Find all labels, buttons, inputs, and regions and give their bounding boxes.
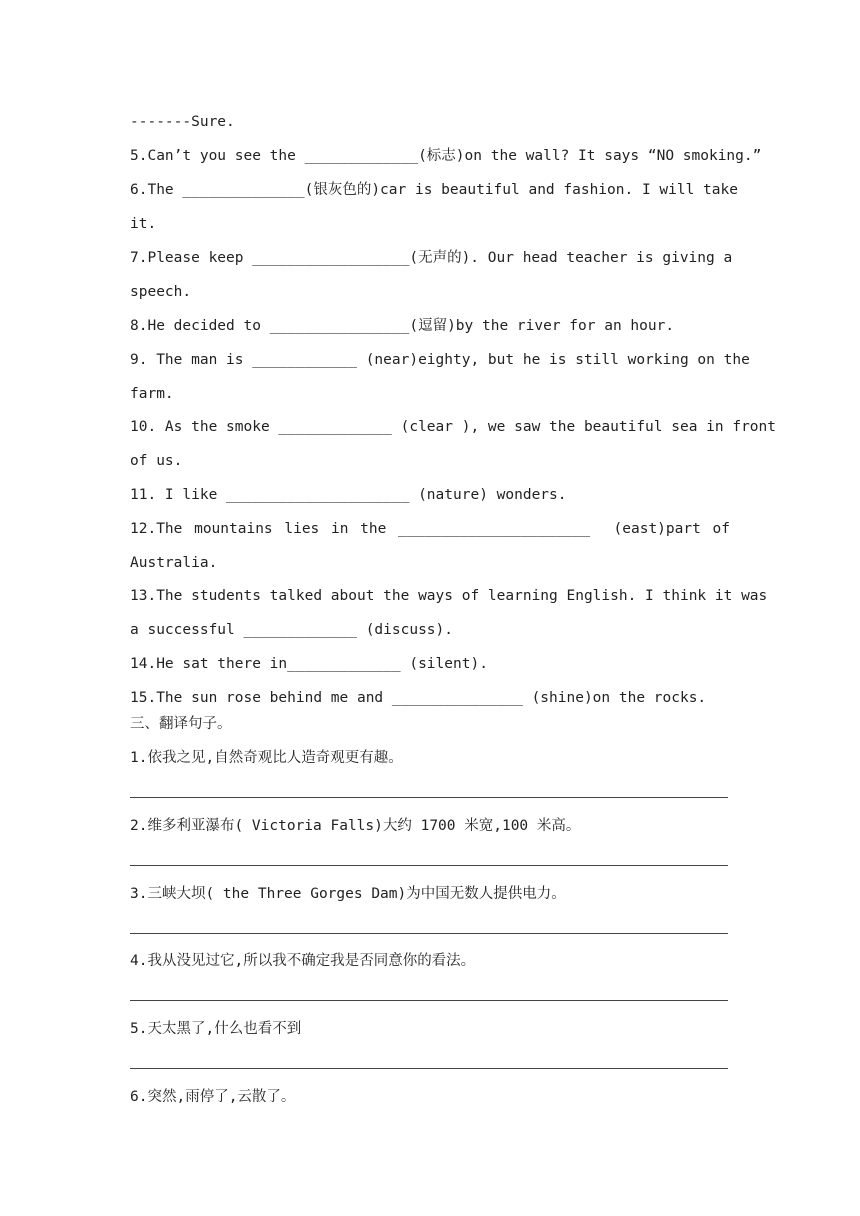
answer-line-3[interactable] bbox=[130, 933, 728, 934]
question-12-line-2: Australia. bbox=[130, 555, 218, 571]
question-10-line-2: of us. bbox=[130, 453, 183, 469]
translation-item-5: 5.天太黑了,什么也看不到 bbox=[130, 1021, 302, 1037]
translation-item-6: 6.突然,雨停了,云散了。 bbox=[130, 1089, 296, 1105]
answer-line-sure: -------Sure. bbox=[130, 114, 235, 130]
answer-line-5[interactable] bbox=[130, 1068, 728, 1069]
translation-item-2: 2.维多利亚瀑布( Victoria Falls)大约 1700 米宽,100 米高。 bbox=[130, 818, 581, 834]
answer-line-2[interactable] bbox=[130, 865, 728, 866]
translation-item-4: 4.我从没见过它,所以我不确定我是否同意你的看法。 bbox=[130, 953, 476, 969]
question-8: 8.He decided to ________________(逗留)by the river for an hour. bbox=[130, 318, 675, 334]
answer-line-4[interactable] bbox=[130, 1000, 728, 1001]
answer-line-1[interactable] bbox=[130, 797, 728, 798]
question-7-line-1: 7.Please keep __________________(无声的). Our head teacher is giving a bbox=[130, 250, 733, 266]
question-11: 11. I like _____________________ (nature) wonders. bbox=[130, 487, 567, 503]
question-9-line-2: farm. bbox=[130, 386, 174, 402]
translation-item-1: 1.依我之见,自然奇观比人造奇观更有趣。 bbox=[130, 750, 403, 766]
question-10-line-1: 10. As the smoke _____________ (clear ), we saw the beautiful sea in front bbox=[130, 419, 777, 435]
question-7-line-2: speech. bbox=[130, 284, 192, 300]
question-6-line-1: 6.The ______________(银灰色的)car is beautiful and fashion. I will take bbox=[130, 182, 738, 198]
question-9-line-1: 9. The man is ____________ (near)eighty, but he is still working on the bbox=[130, 352, 750, 368]
translation-item-3: 3.三峡大坝( the Three Gorges Dam)为中国无数人提供电力。 bbox=[130, 886, 566, 902]
question-13-line-2: a successful _____________ (discuss). bbox=[130, 622, 454, 638]
question-12-line-1: 12.The mountains lies in the ______________________ (east)part of bbox=[130, 521, 730, 537]
question-5: 5.Can’t you see the _____________(标志)on the wall? It says “NO smoking.” bbox=[130, 148, 762, 164]
question-13-line-1: 13.The students talked about the ways of learning English. I think it was bbox=[130, 588, 768, 604]
question-14: 14.He sat there in_____________ (silent). bbox=[130, 656, 488, 672]
question-15: 15.The sun rose behind me and _______________ (shine)on the rocks. bbox=[130, 690, 707, 706]
section-3-title: 三、翻译句子。 bbox=[130, 716, 232, 732]
question-6-line-2: it. bbox=[130, 216, 157, 232]
